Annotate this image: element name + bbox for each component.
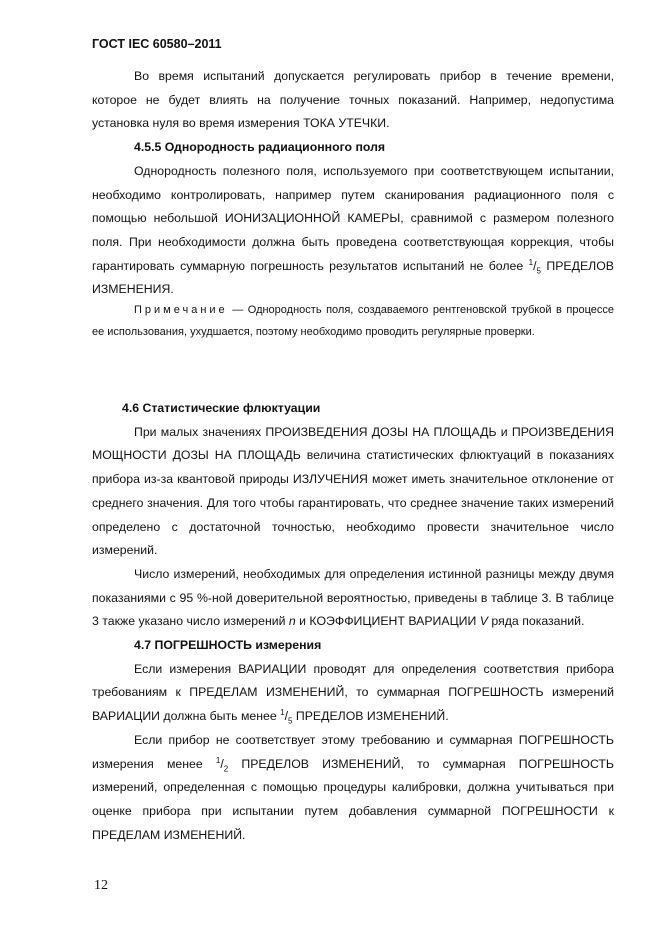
paragraph-number-of-measurements <box>92 563 614 634</box>
heading-4-7: 4.7 ПОГРЕШНОСТЬ измерения <box>134 638 322 653</box>
paragraph-field-uniformity: Однородность полезного поля, используемого при соответствующем испытании, необходимо контролировать, например путем сканирования радиационного поля с помощью небольшой ИОНИЗАЦИОННОЙ КАМЕРЫ, сравнимой с размером полезного поля. При необходимости должна быть проведена соответствующая коррекция, чтобы гарантировать суммарную погрешность результатов испытаний не более $^1/_5$ ПРЕДЕЛОВ ИЗМЕНЕНИЯ. <box>92 163 614 297</box>
p5-text: Если измерения ВАРИАЦИИ проводят для определения соответствия прибора требованиям к ПРЕДЕЛАМ ИЗМЕНЕНИЙ, то суммарная ПОГРЕШНОСТЬ измерений ВАРИАЦИИ должна быть менее <box>92 661 614 724</box>
note-block <box>92 300 614 343</box>
paragraph-adjustment: Во время испытаний допускается регулировать прибор в течение времени, которое не будет влиять на получение точных показаний. Например, недопустима установка нуля во время измерения ТОКА УТЕЧКИ. <box>92 69 614 131</box>
heading-4-6: 4.6 Статистические флюктуации <box>122 401 321 415</box>
p6-text: Если прибор не соответствует этому требованию и суммарная ПОГРЕШНОСТЬ измерения менее <box>92 732 614 771</box>
page-number: 12 <box>94 878 108 893</box>
note-label: Примечание <box>134 304 228 316</box>
paragraph-variation-error: Если измерения ВАРИАЦИИ проводят для определения соответствия прибора требованиям к ПРЕДЕЛАМ ИЗМЕНЕНИЙ, то суммарная ПОГРЕШНОСТЬ измерений ВАРИАЦИИ должна быть менее $^1/_5$ ПРЕДЕЛОВ ИЗМЕНЕНИЙ. <box>92 661 614 726</box>
p4-symbol-n: n <box>288 614 296 629</box>
p2-text: Однородность полезного поля, используемого при соответствующем испытании, необходимо контролировать, например путем сканирования радиационного поля с помощью небольшой ИОНИЗАЦИОННОЙ КАМЕРЫ, сравнимой с размером полезного поля. При необходимости должна быть проведена соответствующая коррекция, чтобы гарантировать суммарную погрешность результатов испытаний не более <box>92 163 614 273</box>
p5-text-end: ПРЕДЕЛОВ ИЗМЕНЕНИЙ. <box>292 709 449 724</box>
p4-text-c: ряда показаний. <box>487 614 585 629</box>
p2-fraction-numerator: 1 <box>528 257 534 267</box>
p6-text-end: ПРЕДЕЛОВ ИЗМЕНЕНИЙ, то суммарная ПОГРЕШНОСТЬ измерений, определенная с помощью процедуры калибровки, должна учитываться при оценке прибора при испытании путем добавления суммарной ПОГРЕШНОСТИ к ПРЕДЕЛАМ ИЗМЕНЕНИЙ. <box>92 756 614 842</box>
p6-fraction-numerator: 1 <box>215 755 221 765</box>
note <box>92 300 614 343</box>
body-block-2 <box>92 397 614 847</box>
p4-text-a: Число измерений, необходимых для определения истинной разницы между двумя показаниями с 95 %-ной доверительной вероятностью, приведены в таблице 3. В таблице 3 также указано число измерений <box>92 566 614 629</box>
p6-fraction-denominator: 2 <box>223 764 229 773</box>
p4-text-b: и КОЭФФИЦИЕНТ ВАРИАЦИИ <box>295 614 480 629</box>
p2-text-end: ПРЕДЕЛОВ ИЗМЕНЕНИЯ. <box>92 258 614 297</box>
p5-fraction-numerator: 1 <box>280 708 285 718</box>
p2-fraction-denominator: 5 <box>536 266 541 276</box>
p5-fraction-denominator: 5 <box>288 716 293 726</box>
p4-symbol-v: V <box>479 614 488 629</box>
heading-4-5-5: 4.5.5 Однородность радиационного поля <box>134 140 386 155</box>
paragraph-statistical-fluctuations: При малых значениях ПРОИЗВЕДЕНИЯ ДОЗЫ НА ПЛОЩАДЬ и ПРОИЗВЕДЕНИЯ МОЩНОСТИ ДОЗЫ НА ПЛОЩАДЬ величина статистических флюктуаций в показаниях прибора из-за квантовой природы ИЗЛУЧЕНИЯ может иметь значительное отклонение от среднего значения. Для того чтобы гарантировать, что среднее значение таких измерений определено с достаточной точностью, необходимо провести значительное число измерений. <box>92 424 614 558</box>
body-block-1 <box>92 65 614 302</box>
paragraph-calibration-error: Если прибор не соответствует этому требованию и суммарная ПОГРЕШНОСТЬ измерения менее $^1/_2$ ПРЕДЕЛОВ ИЗМЕНЕНИЙ, то суммарная ПОГРЕШНОСТЬ измерений, определенная с помощью процедуры калибровки, должна учитываться при оценке прибора при испытании путем добавления суммарной ПОГРЕШНОСТИ к ПРЕДЕЛАМ ИЗМЕНЕНИЙ. <box>92 732 614 842</box>
note-text: — Однородность поля, создаваемого рентгеновской трубкой в процессе ее использования, ухудшается, поэтому необходимо проводить регулярные проверки. <box>92 304 614 338</box>
document-header: ГОСТ IEC 60580–2011 <box>92 37 222 51</box>
